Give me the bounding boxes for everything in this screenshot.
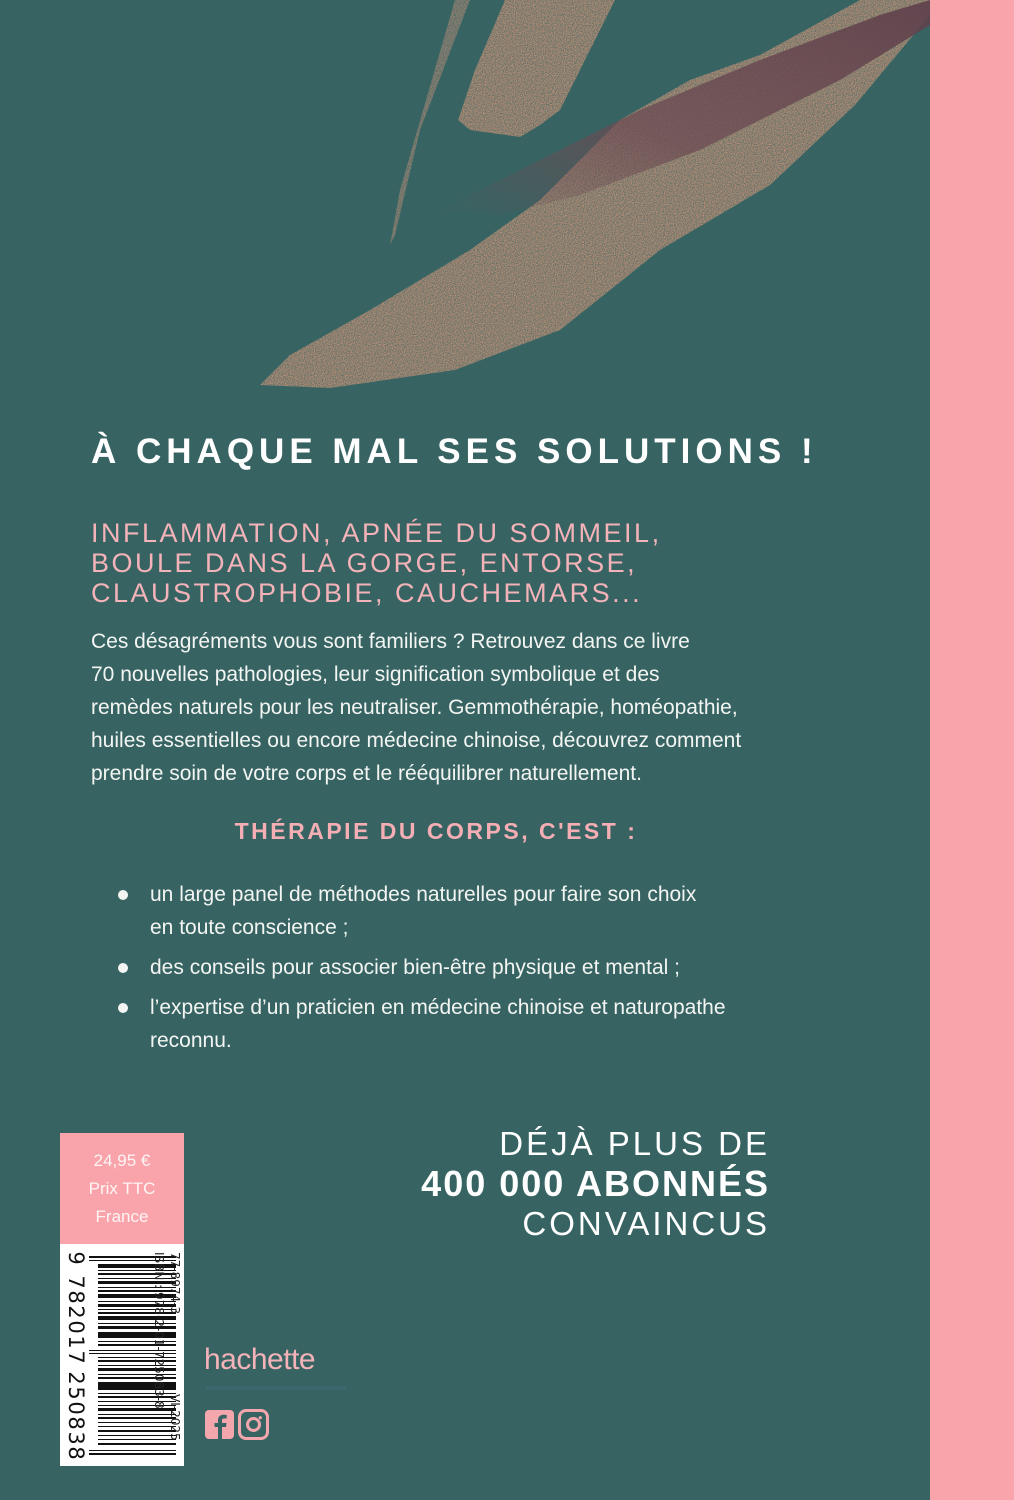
promo-line: DÉJÀ PLUS DE [499, 1125, 770, 1162]
barcode-digit: 0 [64, 1401, 88, 1415]
description-line: remèdes naturels pour les neutraliser. Gemmothérapie, homéopathie, [91, 696, 738, 719]
description-paragraph [91, 625, 871, 790]
price-amount: 24,95 € [93, 1151, 151, 1170]
barcode-digit: 5 [64, 1386, 88, 1400]
ailments-list [91, 518, 662, 608]
barcode-digit: 7 [64, 1350, 88, 1364]
instagram-icon[interactable] [238, 1409, 269, 1440]
barcode-digit: 2 [64, 1371, 88, 1385]
barcode-digit: 0 [64, 1320, 88, 1334]
publisher-logo: hachette [204, 1343, 316, 1376]
barcode [60, 1244, 184, 1466]
list-item-line: reconnu. [150, 1029, 232, 1052]
list-item-line: en toute conscience ; [150, 916, 349, 939]
description-line: prendre soin de votre corps et le rééquilibrer naturellement. [91, 762, 642, 785]
barcode-edition: VI-2025 [168, 1394, 182, 1441]
bullet-icon [118, 890, 128, 900]
barcode-digit: 8 [64, 1416, 88, 1430]
barcode-digits [64, 1244, 88, 1466]
barcode-digit: 8 [64, 1290, 88, 1304]
section-title: THÉRAPIE DU CORPS, C'EST : [234, 818, 638, 844]
price-country: France [95, 1207, 149, 1226]
description-line: Ces désagréments vous sont familiers ? Retrouvez dans ce livre [91, 630, 690, 653]
bullet-icon [118, 963, 128, 973]
subscribers-promo [421, 1124, 770, 1244]
barcode-digit: 7 [64, 1275, 88, 1289]
list-item [118, 991, 858, 1057]
barcode-digit: 1 [64, 1335, 88, 1349]
promo-count: 400 000 ABONNÉS [421, 1163, 770, 1204]
bullet-icon [118, 1003, 128, 1013]
list-item [118, 878, 858, 944]
leaf-illustration [0, 0, 930, 400]
list-item-line: des conseils pour associer bien-être physique et mental ; [150, 956, 680, 979]
publisher-tagline [206, 1386, 346, 1390]
price-tag [60, 1133, 184, 1244]
barcode-digit: 8 [64, 1446, 88, 1460]
price-label: Prix TTC [88, 1179, 156, 1198]
description-line: 70 nouvelles pathologies, leur signification symbolique et des [91, 663, 660, 686]
ailments-line: CLAUSTROPHOBIE, CAUCHEMARS... [91, 578, 643, 608]
barcode-digit: 2 [64, 1305, 88, 1319]
social-links [205, 1410, 269, 1440]
headline: À CHAQUE MAL SES SOLUTIONS ! [91, 432, 818, 471]
ailments-line: BOULE DANS LA GORGE, ENTORSE, [91, 548, 638, 578]
barcode-code: 77-8974-3 [168, 1252, 182, 1315]
description-line: huiles essentielles ou encore médecine chinoise, découvrez comment [91, 729, 742, 752]
list-item [118, 951, 858, 984]
isbn-number: ISBN : 978-2-01-725083-8 [152, 1252, 166, 1409]
list-item-line: l’expertise d’un praticien en médecine chinoise et naturopathe [150, 996, 726, 1019]
promo-line: CONVAINCUS [522, 1205, 770, 1242]
barcode-digit: 3 [64, 1431, 88, 1445]
list-item-line: un large panel de méthodes naturelles pour faire son choix [150, 883, 697, 906]
ailments-line: INFLAMMATION, APNÉE DU SOMMEIL, [91, 518, 662, 548]
benefits-list [118, 878, 858, 1064]
facebook-icon[interactable] [205, 1410, 234, 1439]
spine-strip [930, 0, 1014, 1500]
barcode-digit: 9 [64, 1251, 88, 1265]
